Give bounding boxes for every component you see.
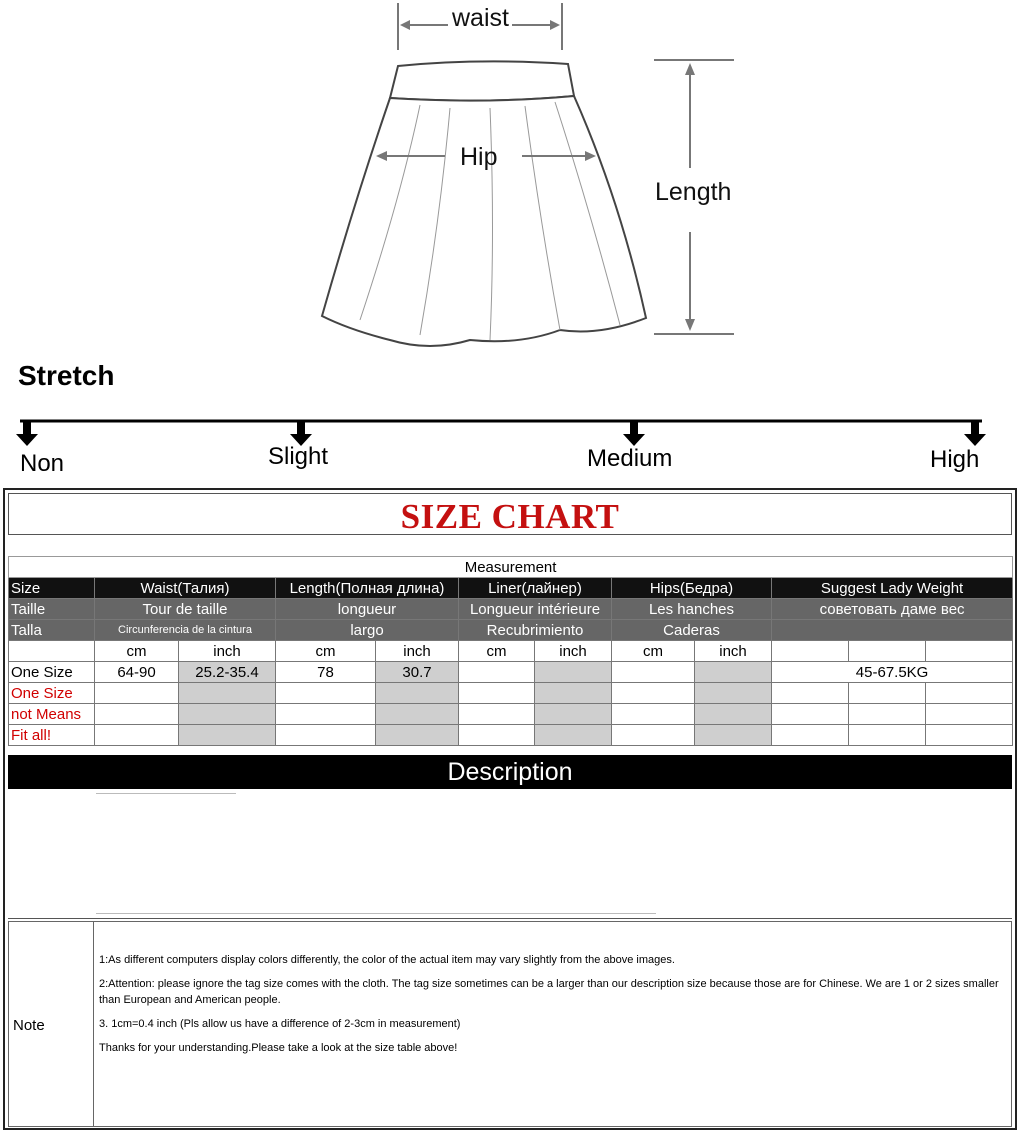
unit-cell: cm bbox=[276, 641, 376, 662]
table-row bbox=[9, 725, 1013, 746]
description-header: Description bbox=[8, 755, 1012, 789]
header-liner: Liner(лайнер) bbox=[459, 578, 612, 599]
unit-cell: inch bbox=[179, 641, 276, 662]
header-longueur: longueur bbox=[276, 599, 459, 620]
size-chart-title-box bbox=[8, 493, 1012, 535]
warning-line-1: One Size bbox=[9, 683, 95, 704]
skirt-diagram bbox=[0, 0, 1020, 360]
stretch-marker-non bbox=[16, 421, 38, 446]
stretch-title: Stretch bbox=[18, 360, 115, 391]
note-line-3: 3. 1cm=0.4 inch (Pls allow us have a difference of 2-3cm in measurement) bbox=[99, 1018, 461, 1030]
note-label-cell bbox=[9, 922, 94, 1126]
unit-cell: inch bbox=[535, 641, 612, 662]
header-caderas: Caderas bbox=[612, 620, 772, 641]
length-label: Length bbox=[655, 178, 732, 206]
size-chart bbox=[3, 488, 1017, 1130]
header-weight: Suggest Lady Weight bbox=[772, 578, 1013, 599]
description-area bbox=[8, 789, 1012, 919]
header-largo: largo bbox=[276, 620, 459, 641]
header-empty bbox=[772, 620, 1013, 641]
note-line-2: 2:Attention: please ignore the tag size comes with the cloth. The tag size sometimes can be a larger than our description size because those are for Chinese. We are 1 or 2 sizes smaller than European and American people. bbox=[99, 978, 999, 1006]
header-recubrimiento: Recubrimiento bbox=[459, 620, 612, 641]
stretch-level-slight: Slight bbox=[268, 443, 329, 470]
note-row bbox=[8, 921, 1012, 1127]
stretch-marker-medium bbox=[623, 421, 645, 446]
note-line-1: 1:As different computers display colors differently, the color of the actual item may vary slightly from the above images. bbox=[99, 954, 675, 966]
table-row bbox=[9, 683, 1013, 704]
header-size: Size bbox=[9, 578, 95, 599]
header-length: Length(Полная длина) bbox=[276, 578, 459, 599]
stretch-marker-high bbox=[964, 421, 986, 446]
stretch-level-non: Non bbox=[20, 450, 65, 477]
unit-cell: inch bbox=[376, 641, 459, 662]
header-longueur-interieure: Longueur intérieure bbox=[459, 599, 612, 620]
note-body bbox=[99, 952, 1009, 1064]
stretch-level-high: High bbox=[930, 446, 980, 473]
stretch-level-medium: Medium bbox=[587, 445, 673, 472]
unit-cell: cm bbox=[612, 641, 695, 662]
header-circunferencia: Circunferencia de la cintura bbox=[95, 620, 276, 641]
header-tour-de-taille: Tour de taille bbox=[95, 599, 276, 620]
header-talla: Talla bbox=[9, 620, 95, 641]
header-row-es bbox=[9, 620, 1013, 641]
warning-line-3: Fit all! bbox=[9, 725, 95, 746]
header-les-hanches: Les hanches bbox=[612, 599, 772, 620]
unit-cell: cm bbox=[95, 641, 179, 662]
header-row-en bbox=[9, 578, 1013, 599]
note-label: Note bbox=[13, 1017, 45, 1034]
units-row bbox=[9, 641, 1013, 662]
waist-label: waist bbox=[452, 4, 509, 32]
size-chart-title: SIZE CHART bbox=[400, 497, 620, 536]
note-line-4: Thanks for your understanding.Please take a look at the size table above! bbox=[99, 1042, 458, 1054]
length-cm-value: 78 bbox=[276, 662, 376, 683]
waist-inch-value: 25.2-35.4 bbox=[179, 662, 276, 683]
header-weight-ru: советовать даме вес bbox=[772, 599, 1013, 620]
stretch-scale bbox=[0, 410, 1020, 480]
size-value: One Size bbox=[9, 662, 95, 683]
header-taille: Taille bbox=[9, 599, 95, 620]
faded-text-line bbox=[96, 793, 236, 794]
table-row bbox=[9, 704, 1013, 725]
length-inch-value: 30.7 bbox=[376, 662, 459, 683]
header-row-fr bbox=[9, 599, 1013, 620]
size-table bbox=[8, 556, 1013, 746]
table-row bbox=[9, 662, 1013, 683]
skirt-illustration bbox=[0, 0, 1020, 360]
header-waist: Waist(Талия) bbox=[95, 578, 276, 599]
warning-line-2: not Means bbox=[9, 704, 95, 725]
header-hips: Hips(Бедра) bbox=[612, 578, 772, 599]
skirt-shape bbox=[322, 61, 646, 346]
hip-label: Hip bbox=[460, 143, 498, 171]
faded-text-line bbox=[96, 913, 656, 914]
unit-cell: inch bbox=[695, 641, 772, 662]
measurement-row bbox=[9, 557, 1013, 578]
weight-value: 45-67.5KG bbox=[772, 662, 1013, 683]
measurement-label: Measurement bbox=[9, 557, 1013, 578]
unit-cell: cm bbox=[459, 641, 535, 662]
waist-cm-value: 64-90 bbox=[95, 662, 179, 683]
